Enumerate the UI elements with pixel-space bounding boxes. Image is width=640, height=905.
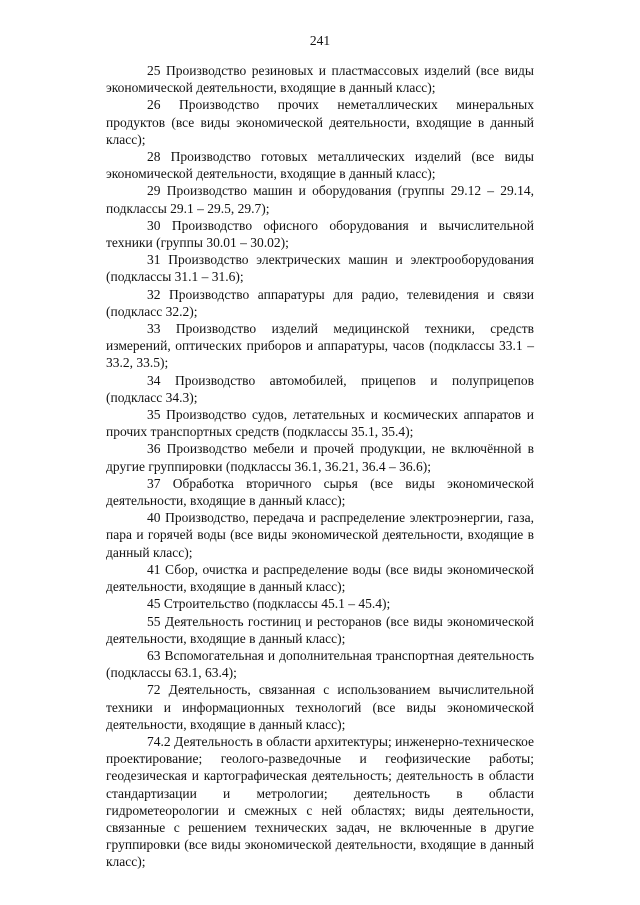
list-item: 28 Производство готовых металлических изделий (все виды экономической деятельности, входящие в данный класс); <box>106 149 534 182</box>
list-item: 25 Производство резиновых и пластмассовых изделий (все виды экономической деятельности, входящие в данный класс); <box>106 63 534 96</box>
list-item: 29 Производство машин и оборудования (группы 29.12 – 29.14, подклассы 29.1 – 29.5, 29.7); <box>106 183 534 216</box>
list-item: 32 Производство аппаратуры для радио, телевидения и связи (подкласс 32.2); <box>106 286 534 319</box>
list-item: 55 Деятельность гостиниц и ресторанов (все виды экономической деятельности, входящие в данный класс); <box>106 613 534 646</box>
list-item: 26 Производство прочих неметаллических минеральных продуктов (все виды экономической деятельности, входящие в данный класс); <box>106 97 534 147</box>
list-item: 31 Производство электрических машин и электрооборудования (подклассы 31.1 – 31.6); <box>106 252 534 285</box>
page-number: 241 <box>309 33 331 48</box>
list-item: 37 Обработка вторичного сырья (все виды экономической деятельности, входящие в данный класс); <box>106 475 534 509</box>
list-item: 33 Производство изделий медицинской техники, средств измерений, оптических приборов и аппаратуры, часов (подклассы 33.1 – 33.2, 33.5); <box>106 321 534 371</box>
list-item: 41 Сбор, очистка и распределение воды (все виды экономической деятельности, входящие в данный класс); <box>106 561 534 595</box>
list-item: 63 Вспомогательная и дополнительная транспортная деятельность (подклассы 63.1, 63.4); <box>106 647 534 681</box>
list-item: 35 Производство судов, летательных и космических аппаратов и прочих транспортных средств (подклассы 35.1, 35.4); <box>106 407 534 440</box>
list-item: 30 Производство офисного оборудования и вычислительной техники (группы 30.01 – 30.02); <box>106 217 534 251</box>
list-item: 34 Производство автомобилей, прицепов и полуприцепов (подкласс 34.3); <box>106 372 534 405</box>
list-item: 36 Производство мебели и прочей продукции, не включённой в другие группировки (подклассы 36.1, 36.21, 36.4 – 36.6); <box>106 441 534 474</box>
list-item: 72 Деятельность, связанная с использованием вычислительной техники и информационных технологий (все виды экономической деятельности, входящие в данный класс); <box>106 682 534 732</box>
list-item: 74.2 Деятельность в области архитектуры; инженерно-техническое проектирование; геолого-разведочные и геофизические работы; геодезическая и картографическая деятельность; деятельность в области стандартизации и метрологии; деятельность в области гидрометеорологии и смежных с ней областях; виды деятельности, связанные с решением технических задач, не включенные в другие группировки (все виды экономической деятельности, входящие в данный класс); <box>106 733 534 870</box>
list-item: 40 Производство, передача и распределение электроэнергии, газа, пара и горячей воды (все виды экономической деятельности, входящие в данный класс); <box>106 510 534 560</box>
document-body <box>106 62 534 871</box>
list-item: 45 Строительство (подклассы 45.1 – 45.4); <box>147 596 391 612</box>
